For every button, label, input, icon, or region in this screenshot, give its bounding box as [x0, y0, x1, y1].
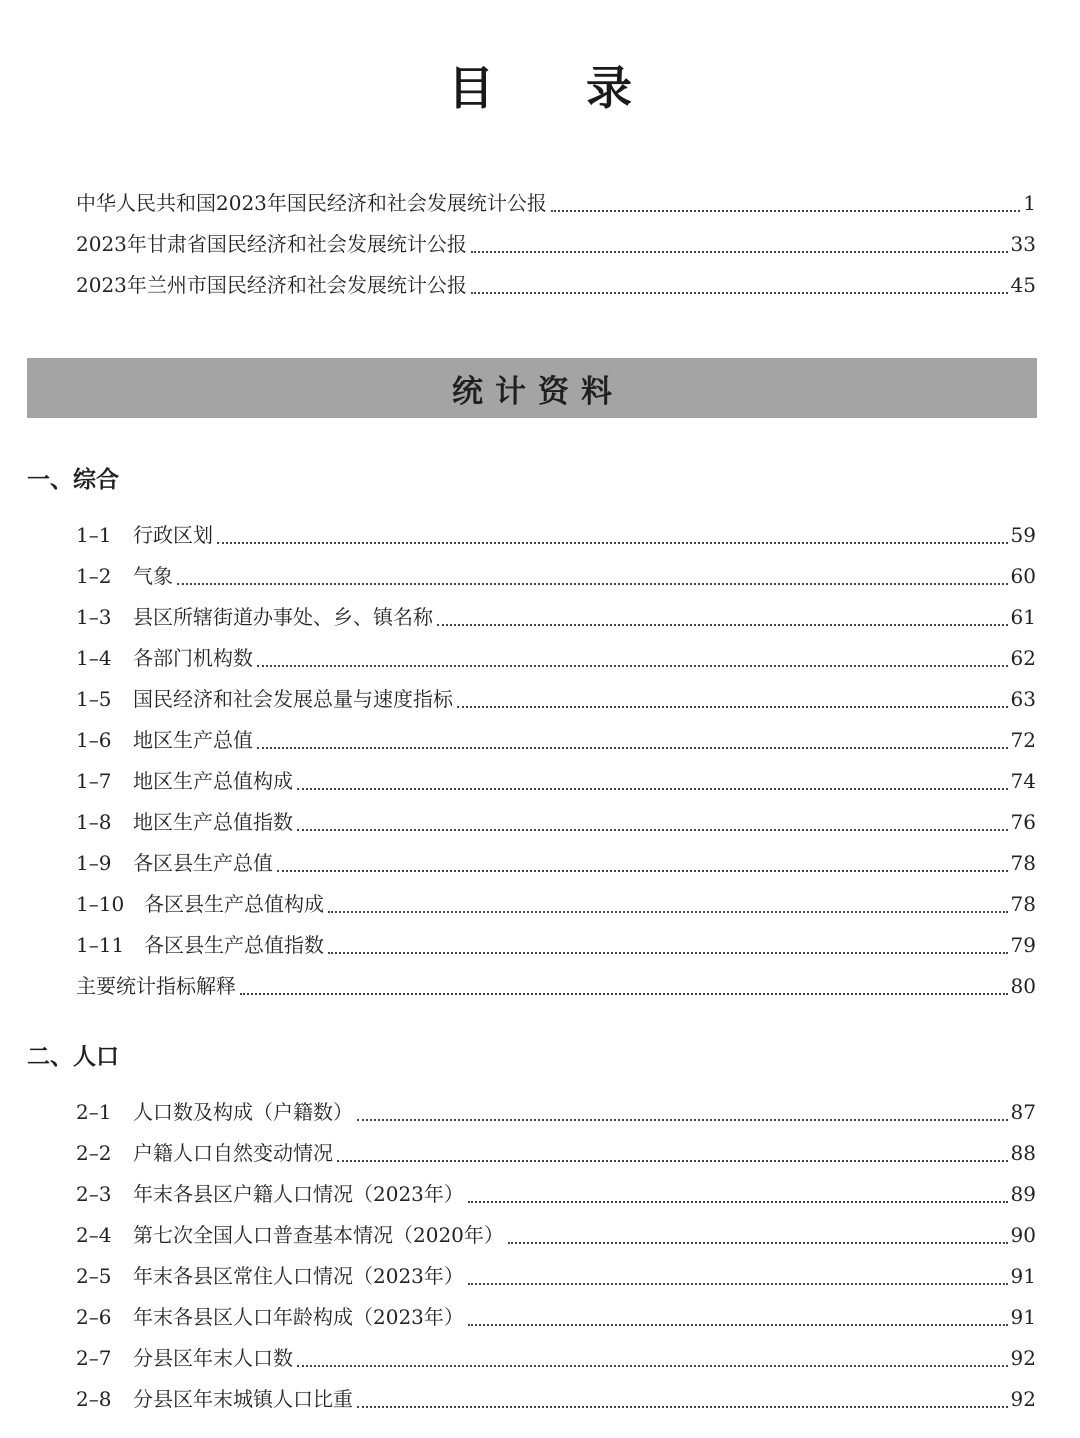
- toc-entry-title: 各区县生产总值指数: [144, 933, 324, 957]
- toc-entry-title: 分县区年末城镇人口比重: [133, 1387, 353, 1411]
- toc-entry-page: 33: [1010, 232, 1036, 256]
- toc-entry-number: 2–6: [76, 1305, 112, 1329]
- leader-dots: [257, 665, 1008, 667]
- toc-entry-number: 2–1: [76, 1100, 112, 1124]
- toc-entry-title: 行政区划: [133, 523, 213, 547]
- toc-entry-title: 年末各县区常住人口情况（2023年）: [133, 1264, 464, 1288]
- toc-entry[interactable]: [76, 265, 1036, 306]
- toc-entry-title: 户籍人口自然变动情况: [133, 1141, 333, 1165]
- toc-entry[interactable]: [76, 1297, 1036, 1338]
- leader-dots: [457, 706, 1008, 708]
- toc-entry-page: 74: [1010, 769, 1036, 793]
- toc-entry-number: 2–8: [76, 1387, 112, 1411]
- toc-entry-number: 1–10: [76, 892, 125, 916]
- toc-entry[interactable]: [76, 597, 1036, 638]
- toc-entry-page: 91: [1010, 1264, 1036, 1288]
- toc-entry-page: 76: [1010, 810, 1036, 834]
- toc-entry[interactable]: [76, 1215, 1036, 1256]
- toc-entry-number: 2–5: [76, 1264, 112, 1288]
- section-heading: 一、综合: [27, 467, 119, 493]
- toc-entry-number: 1–7: [76, 769, 112, 793]
- toc-entry-title: 各区县生产总值构成: [144, 892, 324, 916]
- toc-entry-title: 气象: [133, 564, 173, 588]
- leader-dots: [177, 583, 1008, 585]
- toc-entry-title: 地区生产总值: [133, 728, 253, 752]
- leader-dots: [357, 1119, 1008, 1121]
- toc-entry-page: 89: [1010, 1182, 1036, 1206]
- toc-entry-number: 1–9: [76, 851, 112, 875]
- toc-entry-title: 国民经济和社会发展总量与速度指标: [133, 687, 453, 711]
- toc-entry-page: 61: [1010, 605, 1036, 629]
- toc-entry-title: 人口数及构成（户籍数）: [133, 1100, 353, 1124]
- toc-entry[interactable]: [76, 1256, 1036, 1297]
- toc-entry[interactable]: [76, 966, 1036, 1007]
- leader-dots: [240, 993, 1008, 995]
- toc-entry[interactable]: [76, 556, 1036, 597]
- toc-entry[interactable]: [76, 884, 1036, 925]
- toc-entry-title: 分县区年末人口数: [133, 1346, 293, 1370]
- leader-dots: [551, 210, 1020, 212]
- toc-entry[interactable]: [76, 843, 1036, 884]
- leader-dots: [277, 870, 1008, 872]
- toc-entry[interactable]: [76, 1092, 1036, 1133]
- toc-entry-number: 1–5: [76, 687, 112, 711]
- leader-dots: [328, 952, 1008, 954]
- leader-dots: [468, 1283, 1008, 1285]
- toc-entry-title: 各部门机构数: [133, 646, 253, 670]
- toc-entry-number: 1–8: [76, 810, 112, 834]
- toc-entry-title: 各区县生产总值: [133, 851, 273, 875]
- section-banner: [27, 358, 1037, 418]
- toc-entry-page: 1: [1023, 191, 1036, 215]
- toc-entry-page: 87: [1010, 1100, 1036, 1124]
- leader-dots: [471, 292, 1008, 294]
- leader-dots: [217, 542, 1008, 544]
- leader-dots: [471, 251, 1008, 253]
- toc-entry-page: 90: [1010, 1223, 1036, 1247]
- leader-dots: [297, 788, 1008, 790]
- toc-entry[interactable]: [76, 1133, 1036, 1174]
- toc-entry-number: 1–3: [76, 605, 112, 629]
- toc-entry[interactable]: [76, 1174, 1036, 1215]
- leader-dots: [468, 1324, 1008, 1326]
- leader-dots: [357, 1406, 1008, 1408]
- page-title: 目 录: [447, 61, 670, 115]
- toc-entry-title: 地区生产总值指数: [133, 810, 293, 834]
- toc-entry-title: 年末各县区人口年龄构成（2023年）: [133, 1305, 464, 1329]
- toc-entry[interactable]: [76, 515, 1036, 556]
- toc-entry-number: 1–11: [76, 933, 125, 957]
- toc-entry-page: 91: [1010, 1305, 1036, 1329]
- toc-entry-title: 地区生产总值构成: [133, 769, 293, 793]
- toc-entry[interactable]: [76, 802, 1036, 843]
- toc-entry-page: 78: [1010, 851, 1036, 875]
- toc-entry-number: 1–6: [76, 728, 112, 752]
- toc-entry[interactable]: [76, 183, 1036, 224]
- toc-entry-page: 92: [1010, 1387, 1036, 1411]
- toc-entry-number: 2–4: [76, 1223, 112, 1247]
- leader-dots: [257, 747, 1008, 749]
- leader-dots: [337, 1160, 1008, 1162]
- section-entry-list: [76, 1092, 1036, 1420]
- toc-entry-number: 2–2: [76, 1141, 112, 1165]
- leader-dots: [508, 1242, 1008, 1244]
- toc-entry[interactable]: [76, 720, 1036, 761]
- bulletin-list: [76, 183, 1036, 306]
- toc-entry-page: 88: [1010, 1141, 1036, 1165]
- toc-entry-title: 第七次全国人口普查基本情况（2020年）: [133, 1223, 504, 1247]
- toc-entry-page: 59: [1010, 523, 1036, 547]
- toc-entry-number: 1–2: [76, 564, 112, 588]
- toc-entry-page: 45: [1010, 273, 1036, 297]
- toc-entry[interactable]: [76, 925, 1036, 966]
- leader-dots: [297, 829, 1008, 831]
- leader-dots: [468, 1201, 1008, 1203]
- leader-dots: [437, 624, 1008, 626]
- section-entry-list: [76, 515, 1036, 1007]
- toc-entry[interactable]: [76, 761, 1036, 802]
- toc-entry-number: 1–4: [76, 646, 112, 670]
- section-heading: 二、人口: [27, 1044, 119, 1070]
- toc-entry[interactable]: [76, 1379, 1036, 1420]
- toc-entry[interactable]: [76, 679, 1036, 720]
- toc-entry-number: 2–3: [76, 1182, 112, 1206]
- banner-title: 统计资料: [452, 373, 624, 410]
- toc-entry-page: 92: [1010, 1346, 1036, 1370]
- toc-entry[interactable]: [76, 1338, 1036, 1379]
- toc-entry[interactable]: [76, 638, 1036, 679]
- toc-entry-title: 2023年甘肃省国民经济和社会发展统计公报: [76, 232, 467, 256]
- toc-entry-title: 中华人民共和国2023年国民经济和社会发展统计公报: [76, 191, 547, 215]
- toc-entry-number: 2–7: [76, 1346, 112, 1370]
- toc-entry-title: 2023年兰州市国民经济和社会发展统计公报: [76, 273, 467, 297]
- toc-entry-page: 72: [1010, 728, 1036, 752]
- toc-entry-number: 1–1: [76, 523, 112, 547]
- toc-entry-page: 62: [1010, 646, 1036, 670]
- toc-entry-page: 63: [1010, 687, 1036, 711]
- toc-entry-page: 79: [1010, 933, 1036, 957]
- toc-entry[interactable]: [76, 224, 1036, 265]
- toc-entry-title: 县区所辖街道办事处、乡、镇名称: [133, 605, 433, 629]
- toc-entry-page: 78: [1010, 892, 1036, 916]
- leader-dots: [297, 1365, 1008, 1367]
- toc-entry-title: 主要统计指标解释: [76, 974, 236, 998]
- toc-entry-title: 年末各县区户籍人口情况（2023年）: [133, 1182, 464, 1206]
- leader-dots: [328, 911, 1008, 913]
- toc-entry-page: 80: [1010, 974, 1036, 998]
- toc-entry-page: 60: [1010, 564, 1036, 588]
